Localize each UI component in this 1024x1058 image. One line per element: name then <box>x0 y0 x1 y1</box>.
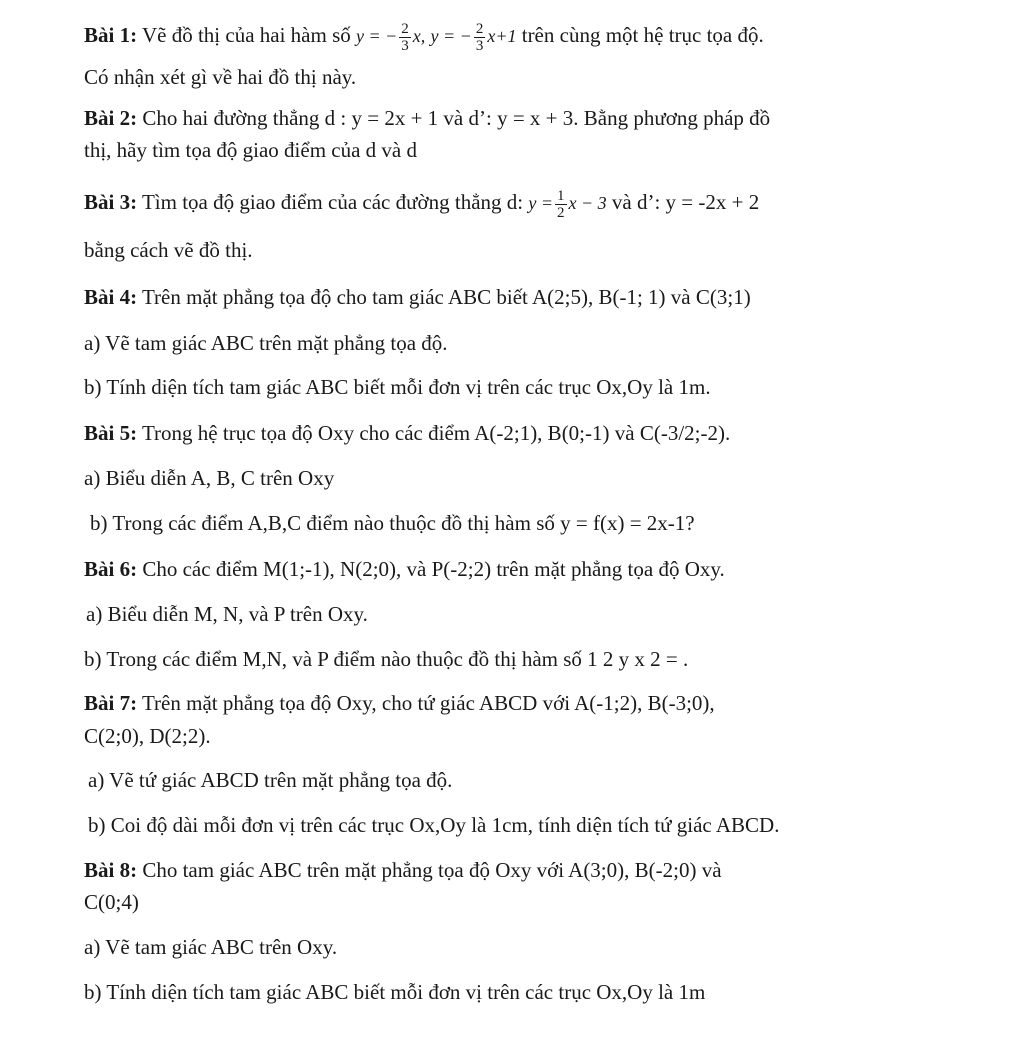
bai1-f1-suffix: x, <box>412 26 426 46</box>
bai3-f-den: 2 <box>557 204 565 221</box>
bai4-b: b) Tính diện tích tam giác ABC biết mỗi đơn vị trên các trục Ox,Oy là 1m. <box>84 375 711 399</box>
bai5-label: Bài 5: <box>84 421 138 445</box>
bai1-f1-num: 2 <box>401 20 409 37</box>
bai3-f-prefix: y = <box>528 193 553 213</box>
bai6-text: Cho các điểm M(1;-1), N(2;0), và P(-2;2) trên mặt phẳng tọa độ Oxy. <box>142 557 725 581</box>
bai1-f1-den: 3 <box>401 37 409 54</box>
bai7-label: Bài 7: <box>84 691 138 715</box>
bai3-f-num: 1 <box>557 187 565 204</box>
bai2-line2: thị, hãy tìm tọa độ giao điểm của d và d <box>84 138 418 162</box>
bai4-a: a) Vẽ tam giác ABC trên mặt phẳng tọa độ. <box>84 331 448 355</box>
bai6-label: Bài 6: <box>84 557 138 581</box>
bai3-line1 <box>84 184 759 221</box>
bai8-line1 <box>84 857 722 883</box>
bai7-line1 <box>84 690 715 716</box>
bai1-f2-suffix: x+1 <box>487 26 517 46</box>
bai1-f2-den: 3 <box>475 37 484 54</box>
bai6-b: b) Trong các điểm M,N, và P điểm nào thuộc đồ thị hàm số 1 2 y x 2 = . <box>84 647 689 671</box>
bai1-text: Vẽ đồ thị của hai hàm số <box>141 23 351 47</box>
bai7-a: a) Vẽ tứ giác ABCD trên mặt phẳng tọa độ. <box>88 768 453 792</box>
bai8-b: b) Tính diện tích tam giác ABC biết mỗi đơn vị trên các trục Ox,Oy là 1m <box>84 980 706 1004</box>
bai3-text-end: và d’: y = -2x + 2 <box>611 190 760 214</box>
bai2-line1 <box>84 105 770 131</box>
bai1-f1-prefix: y = − <box>356 26 398 46</box>
bai1-f2-fraction <box>474 21 486 54</box>
bai3-line2: bằng cách vẽ đồ thị. <box>84 238 253 262</box>
bai5-a: a) Biểu diễn A, B, C trên Oxy <box>84 466 335 490</box>
bai1-f2-prefix: y = − <box>430 26 472 46</box>
bai6-line1 <box>84 556 725 582</box>
bai1-f2-num: 2 <box>475 20 484 37</box>
bai8-line2: C(0;4) <box>84 890 139 914</box>
bai2-text: Cho hai đường thẳng d : y = 2x + 1 và d’: y = x + 3. Bằng phương pháp đồ <box>142 106 771 130</box>
bai5-b: b) Trong các điểm A,B,C điểm nào thuộc đồ thị hàm số y = f(x) = 2x-1? <box>90 511 695 535</box>
bai4-label: Bài 4: <box>84 285 138 309</box>
bai3-fraction <box>555 188 567 221</box>
bai2-label: Bài 2: <box>84 106 138 130</box>
bai3-text: Tìm tọa độ giao điểm của các đường thẳng d: <box>141 190 524 214</box>
bai1-label: Bài 1: <box>84 23 138 47</box>
bai4-line1 <box>84 284 751 310</box>
bai8-text: Cho tam giác ABC trên mặt phẳng tọa độ Oxy với A(3;0), B(-2;0) và <box>142 858 722 882</box>
bai1-line2: Có nhận xét gì về hai đồ thị này. <box>84 65 357 89</box>
bai1-text-end: trên cùng một hệ trục tọa độ. <box>521 23 764 47</box>
bai5-text: Trong hệ trục tọa độ Oxy cho các điểm A(-2;1), B(0;-1) và C(-3/2;-2). <box>141 421 731 445</box>
bai3-label: Bài 3: <box>84 190 138 214</box>
bai4-text: Trên mặt phẳng tọa độ cho tam giác ABC biết A(2;5), B(-1; 1) và C(3;1) <box>141 285 751 309</box>
bai6-a: a) Biểu diễn M, N, và P trên Oxy. <box>86 602 368 626</box>
bai7-line2: C(2;0), D(2;2). <box>84 724 211 748</box>
bai8-a: a) Vẽ tam giác ABC trên Oxy. <box>84 935 338 959</box>
bai7-b: b) Coi độ dài mỗi đơn vị trên các trục Ox,Oy là 1cm, tính diện tích tứ giác ABCD. <box>88 813 780 837</box>
bai5-line1 <box>84 420 730 446</box>
bai8-label: Bài 8: <box>84 858 138 882</box>
bai3-f-suffix: x − 3 <box>568 193 607 213</box>
bai1-line1 <box>84 18 764 54</box>
bai7-text: Trên mặt phẳng tọa độ Oxy, cho tứ giác ABCD với A(-1;2), B(-3;0), <box>141 691 715 715</box>
bai1-f1-fraction <box>399 21 411 54</box>
